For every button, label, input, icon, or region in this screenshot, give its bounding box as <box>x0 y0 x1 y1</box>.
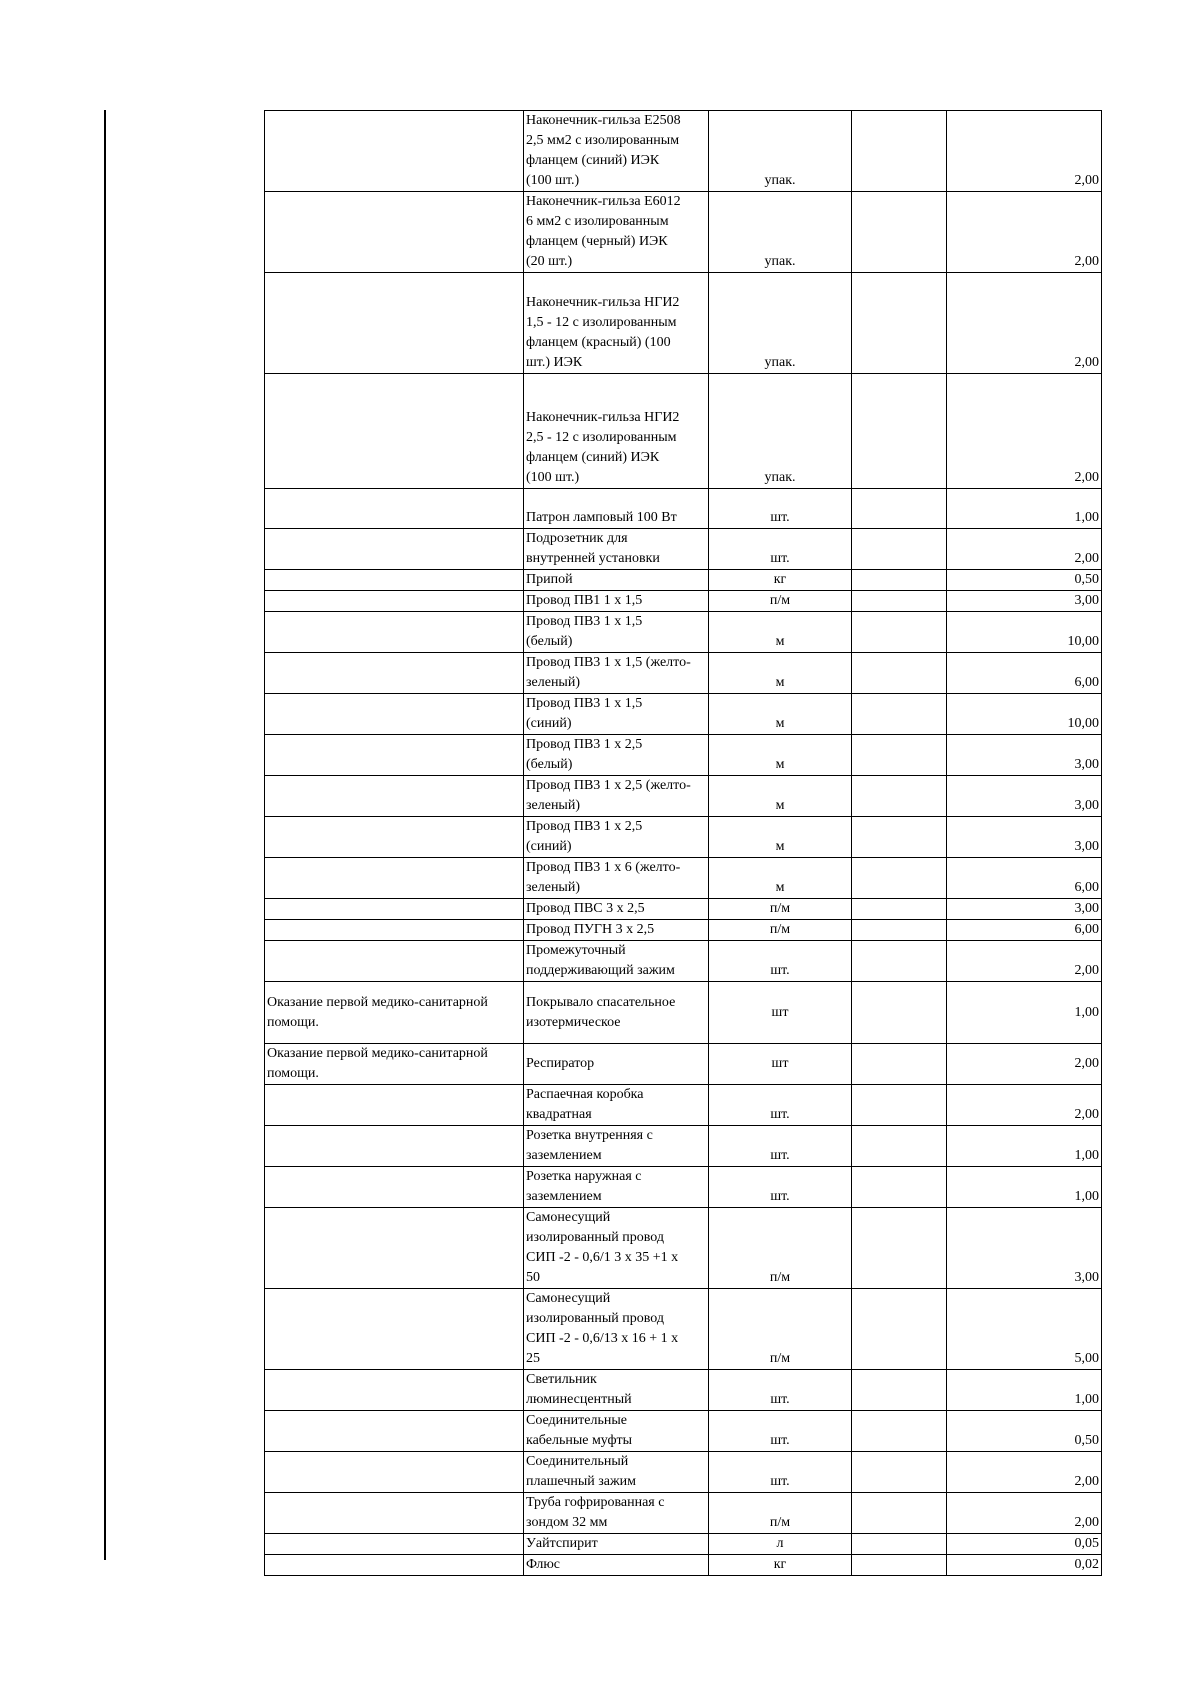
quantity-cell: 1,00 <box>947 489 1102 529</box>
empty-cell <box>852 192 947 273</box>
purpose-cell <box>265 529 524 570</box>
table-row <box>265 1370 1102 1411</box>
empty-cell <box>852 941 947 982</box>
unit-cell: м <box>709 776 852 817</box>
table-row <box>265 1044 1102 1085</box>
unit-cell: м <box>709 858 852 899</box>
item-name-cell: Покрывало спасательное изотермическое <box>524 982 709 1044</box>
empty-cell <box>852 529 947 570</box>
table-row <box>265 1208 1102 1289</box>
purpose-cell <box>265 111 524 192</box>
purpose-cell <box>265 192 524 273</box>
empty-cell <box>852 489 947 529</box>
empty-cell <box>852 612 947 653</box>
table-row <box>265 1411 1102 1452</box>
table-row <box>265 899 1102 920</box>
quantity-cell: 3,00 <box>947 591 1102 612</box>
empty-cell <box>852 899 947 920</box>
table-row <box>265 920 1102 941</box>
table-row <box>265 273 1102 374</box>
unit-cell: м <box>709 694 852 735</box>
empty-cell <box>852 273 947 374</box>
quantity-cell: 0,02 <box>947 1555 1102 1576</box>
table-row <box>265 653 1102 694</box>
purpose-cell <box>265 899 524 920</box>
unit-cell: шт. <box>709 1370 852 1411</box>
empty-cell <box>852 374 947 489</box>
table-row <box>265 941 1102 982</box>
unit-cell: шт <box>709 1044 852 1085</box>
item-name-cell: Провод ПВ3 1 х 2,5 (желто- зеленый) <box>524 776 709 817</box>
purpose-cell <box>265 1167 524 1208</box>
empty-cell <box>852 817 947 858</box>
quantity-cell: 10,00 <box>947 694 1102 735</box>
quantity-cell: 3,00 <box>947 817 1102 858</box>
table-row <box>265 1534 1102 1555</box>
unit-cell: шт. <box>709 1411 852 1452</box>
purpose-cell: Оказание первой медико-санитарной помощи. <box>265 1044 524 1085</box>
unit-cell: м <box>709 612 852 653</box>
empty-cell <box>852 1208 947 1289</box>
quantity-cell: 0,05 <box>947 1534 1102 1555</box>
item-name-cell: Розетка наружная с заземлением <box>524 1167 709 1208</box>
empty-cell <box>852 858 947 899</box>
unit-cell: упак. <box>709 374 852 489</box>
item-name-cell: Припой <box>524 570 709 591</box>
item-name-cell: Труба гофрированная с зондом 32 мм <box>524 1493 709 1534</box>
empty-cell <box>852 776 947 817</box>
quantity-cell: 1,00 <box>947 1167 1102 1208</box>
item-name-cell: Провод ПВ1 1 х 1,5 <box>524 591 709 612</box>
unit-cell: кг <box>709 570 852 591</box>
table-row <box>265 570 1102 591</box>
quantity-cell: 2,00 <box>947 1085 1102 1126</box>
table-row <box>265 489 1102 529</box>
item-name-cell: Провод ПВ3 1 х 1,5 (белый) <box>524 612 709 653</box>
quantity-cell: 10,00 <box>947 612 1102 653</box>
unit-cell: п/м <box>709 899 852 920</box>
purpose-cell <box>265 858 524 899</box>
item-name-cell: Соединительный плашечный зажим <box>524 1452 709 1493</box>
unit-cell: п/м <box>709 1493 852 1534</box>
purpose-cell <box>265 1085 524 1126</box>
unit-cell: п/м <box>709 1289 852 1370</box>
empty-cell <box>852 1289 947 1370</box>
table-row <box>265 1452 1102 1493</box>
table-row <box>265 1085 1102 1126</box>
table-row <box>265 982 1102 1044</box>
purpose-cell <box>265 374 524 489</box>
quantity-cell: 2,00 <box>947 529 1102 570</box>
item-name-cell: Патрон ламповый 100 Вт <box>524 489 709 529</box>
purpose-cell <box>265 612 524 653</box>
item-name-cell: Самонесущий изолированный провод СИП -2 - 0,6/13 х 16 + 1 х 25 <box>524 1289 709 1370</box>
purpose-cell <box>265 653 524 694</box>
empty-cell <box>852 591 947 612</box>
unit-cell: упак. <box>709 192 852 273</box>
quantity-cell: 1,00 <box>947 982 1102 1044</box>
unit-cell: шт <box>709 982 852 1044</box>
table-row <box>265 192 1102 273</box>
item-name-cell: Флюс <box>524 1555 709 1576</box>
table-row <box>265 529 1102 570</box>
purpose-cell <box>265 1534 524 1555</box>
quantity-cell: 6,00 <box>947 858 1102 899</box>
unit-cell: л <box>709 1534 852 1555</box>
quantity-cell: 1,00 <box>947 1126 1102 1167</box>
table-row <box>265 111 1102 192</box>
empty-cell <box>852 1167 947 1208</box>
quantity-cell: 0,50 <box>947 570 1102 591</box>
unit-cell: шт. <box>709 1452 852 1493</box>
empty-cell <box>852 111 947 192</box>
quantity-cell: 0,50 <box>947 1411 1102 1452</box>
purpose-cell <box>265 1208 524 1289</box>
quantity-cell: 2,00 <box>947 1044 1102 1085</box>
table-row <box>265 1493 1102 1534</box>
table-row <box>265 374 1102 489</box>
unit-cell: кг <box>709 1555 852 1576</box>
purpose-cell <box>265 735 524 776</box>
item-name-cell: Респиратор <box>524 1044 709 1085</box>
empty-cell <box>852 653 947 694</box>
left-margin-line <box>104 110 106 1560</box>
quantity-cell: 2,00 <box>947 1493 1102 1534</box>
materials-table-body <box>265 111 1102 1576</box>
quantity-cell: 6,00 <box>947 920 1102 941</box>
table-row <box>265 1167 1102 1208</box>
unit-cell: шт. <box>709 1126 852 1167</box>
table-row <box>265 591 1102 612</box>
item-name-cell: Самонесущий изолированный провод СИП -2 - 0,6/1 3 х 35 +1 х 50 <box>524 1208 709 1289</box>
purpose-cell <box>265 1555 524 1576</box>
item-name-cell: Провод ПВ3 1 х 1,5 (желто- зеленый) <box>524 653 709 694</box>
purpose-cell: Оказание первой медико-санитарной помощи. <box>265 982 524 1044</box>
unit-cell: п/м <box>709 1208 852 1289</box>
quantity-cell: 3,00 <box>947 1208 1102 1289</box>
table-row <box>265 1126 1102 1167</box>
empty-cell <box>852 735 947 776</box>
empty-cell <box>852 570 947 591</box>
empty-cell <box>852 1126 947 1167</box>
unit-cell: упак. <box>709 111 852 192</box>
quantity-cell: 2,00 <box>947 111 1102 192</box>
empty-cell <box>852 1452 947 1493</box>
item-name-cell: Распаечная коробка квадратная <box>524 1085 709 1126</box>
unit-cell: упак. <box>709 273 852 374</box>
purpose-cell <box>265 1289 524 1370</box>
table-row <box>265 735 1102 776</box>
unit-cell: шт. <box>709 529 852 570</box>
purpose-cell <box>265 817 524 858</box>
item-name-cell: Провод ПВ3 1 х 6 (желто- зеленый) <box>524 858 709 899</box>
unit-cell: м <box>709 817 852 858</box>
table-row <box>265 776 1102 817</box>
unit-cell: шт. <box>709 489 852 529</box>
purpose-cell <box>265 1452 524 1493</box>
item-name-cell: Светильник люминесцентный <box>524 1370 709 1411</box>
table-row <box>265 1555 1102 1576</box>
item-name-cell: Провод ПУГН 3 х 2,5 <box>524 920 709 941</box>
purpose-cell <box>265 694 524 735</box>
empty-cell <box>852 694 947 735</box>
table-row <box>265 858 1102 899</box>
purpose-cell <box>265 1126 524 1167</box>
unit-cell: шт. <box>709 1167 852 1208</box>
purpose-cell <box>265 591 524 612</box>
unit-cell: м <box>709 735 852 776</box>
table-row <box>265 817 1102 858</box>
item-name-cell: Розетка внутренняя с заземлением <box>524 1126 709 1167</box>
item-name-cell: Соединительные кабельные муфты <box>524 1411 709 1452</box>
empty-cell <box>852 1534 947 1555</box>
purpose-cell <box>265 941 524 982</box>
quantity-cell: 6,00 <box>947 653 1102 694</box>
item-name-cell: Наконечник-гильза НГИ2 2,5 - 12 с изолированным фланцем (синий) ИЭК (100 шт.) <box>524 374 709 489</box>
quantity-cell: 2,00 <box>947 192 1102 273</box>
purpose-cell <box>265 1370 524 1411</box>
purpose-cell <box>265 1411 524 1452</box>
empty-cell <box>852 920 947 941</box>
materials-table <box>264 110 1102 1576</box>
quantity-cell: 3,00 <box>947 899 1102 920</box>
item-name-cell: Наконечник-гильза Е6012 6 мм2 с изолированным фланцем (черный) ИЭК (20 шт.) <box>524 192 709 273</box>
empty-cell <box>852 1493 947 1534</box>
item-name-cell: Провод ПВ3 1 х 1,5 (синий) <box>524 694 709 735</box>
quantity-cell: 2,00 <box>947 273 1102 374</box>
item-name-cell: Провод ПВ3 1 х 2,5 (белый) <box>524 735 709 776</box>
item-name-cell: Подрозетник для внутренней установки <box>524 529 709 570</box>
empty-cell <box>852 1411 947 1452</box>
quantity-cell: 3,00 <box>947 735 1102 776</box>
empty-cell <box>852 1370 947 1411</box>
quantity-cell: 3,00 <box>947 776 1102 817</box>
table-row <box>265 1289 1102 1370</box>
purpose-cell <box>265 570 524 591</box>
unit-cell: п/м <box>709 591 852 612</box>
quantity-cell: 2,00 <box>947 941 1102 982</box>
item-name-cell: Наконечник-гильза НГИ2 1,5 - 12 с изолированным фланцем (красный) (100 шт.) ИЭК <box>524 273 709 374</box>
table-row <box>265 612 1102 653</box>
quantity-cell: 2,00 <box>947 374 1102 489</box>
quantity-cell: 1,00 <box>947 1370 1102 1411</box>
empty-cell <box>852 1555 947 1576</box>
unit-cell: м <box>709 653 852 694</box>
item-name-cell: Провод ПВ3 1 х 2,5 (синий) <box>524 817 709 858</box>
unit-cell: шт. <box>709 941 852 982</box>
empty-cell <box>852 1044 947 1085</box>
quantity-cell: 5,00 <box>947 1289 1102 1370</box>
unit-cell: шт. <box>709 1085 852 1126</box>
purpose-cell <box>265 273 524 374</box>
purpose-cell <box>265 1493 524 1534</box>
quantity-cell: 2,00 <box>947 1452 1102 1493</box>
item-name-cell: Провод ПВС 3 х 2,5 <box>524 899 709 920</box>
purpose-cell <box>265 920 524 941</box>
item-name-cell: Уайтспирит <box>524 1534 709 1555</box>
item-name-cell: Наконечник-гильза Е2508 2,5 мм2 с изолированным фланцем (синий) ИЭК (100 шт.) <box>524 111 709 192</box>
empty-cell <box>852 982 947 1044</box>
empty-cell <box>852 1085 947 1126</box>
unit-cell: п/м <box>709 920 852 941</box>
table-row <box>265 694 1102 735</box>
item-name-cell: Промежуточный поддерживающий зажим <box>524 941 709 982</box>
purpose-cell <box>265 776 524 817</box>
purpose-cell <box>265 489 524 529</box>
